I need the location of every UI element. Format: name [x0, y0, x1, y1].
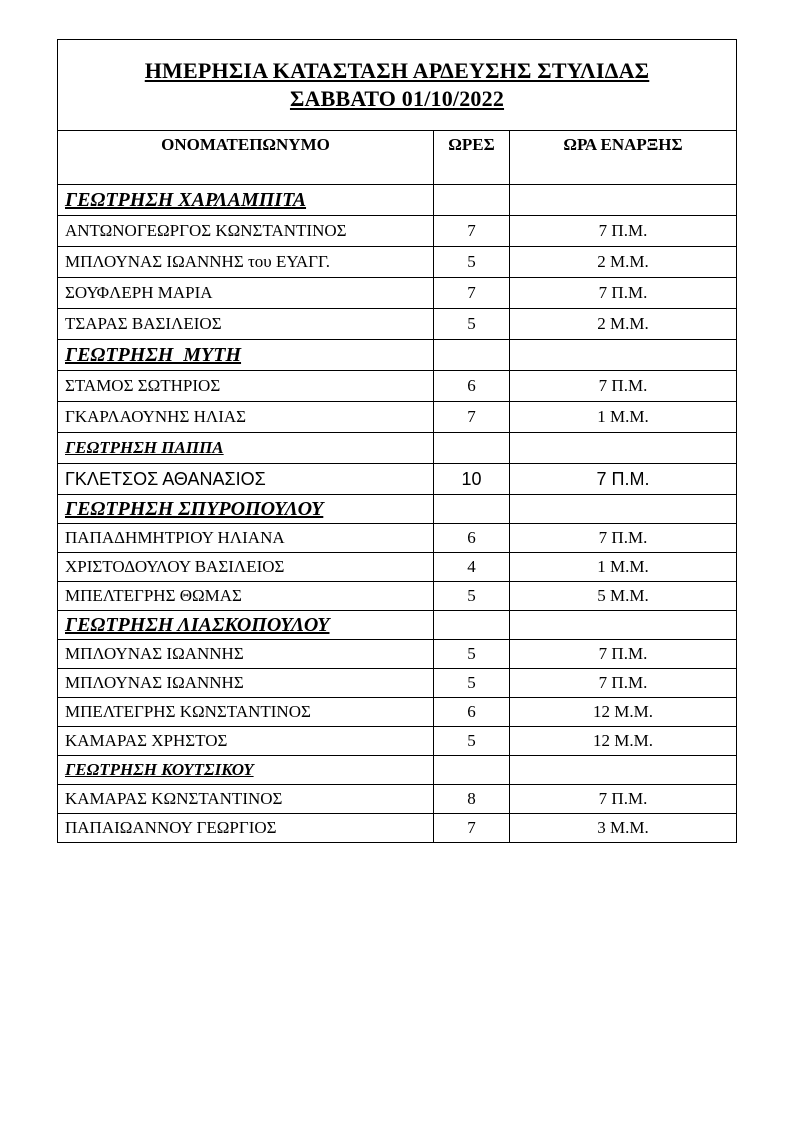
section-empty-cell	[510, 756, 737, 785]
person-name: ΜΠΕΛΤΕΓΡΗΣ ΚΩΝΣΤΑΝΤΙΝΟΣ	[58, 698, 434, 727]
start-time-cell: 1 Μ.Μ.	[510, 402, 737, 433]
section-name: ΓΕΩΤΡΗΣΗ ΧΑΡΛΑΜΠΙΤΑ	[58, 185, 434, 216]
start-time-cell: 1 Μ.Μ.	[510, 553, 737, 582]
section-row	[58, 433, 737, 464]
table-row	[58, 464, 737, 495]
section-row	[58, 756, 737, 785]
hours-cell: 5	[434, 309, 510, 340]
table-row	[58, 278, 737, 309]
person-name: ΚΑΜΑΡΑΣ ΧΡΗΣΤΟΣ	[58, 727, 434, 756]
start-time-cell: 5 Μ.Μ.	[510, 582, 737, 611]
header-hours: ΩΡΕΣ	[434, 131, 510, 185]
section-row	[58, 340, 737, 371]
table-row	[58, 669, 737, 698]
section-empty-cell	[510, 433, 737, 464]
section-empty-cell	[510, 185, 737, 216]
table-row	[58, 640, 737, 669]
start-time-cell: 12 Μ.Μ.	[510, 727, 737, 756]
table-row	[58, 371, 737, 402]
section-empty-cell	[434, 611, 510, 640]
hours-cell: 6	[434, 698, 510, 727]
person-name: ΑΝΤΩΝΟΓΕΩΡΓΟΣ ΚΩΝΣΤΑΝΤΙΝΟΣ	[58, 216, 434, 247]
section-row	[58, 185, 737, 216]
table-row	[58, 402, 737, 433]
table-row	[58, 814, 737, 843]
person-name: ΜΠΛΟΥΝΑΣ ΙΩΑΝΝΗΣ	[58, 640, 434, 669]
section-empty-cell	[434, 340, 510, 371]
person-name: ΠΑΠΑΔΗΜΗΤΡΙΟΥ ΗΛΙΑΝΑ	[58, 524, 434, 553]
table-row	[58, 553, 737, 582]
start-time-cell: 7 Π.Μ.	[510, 669, 737, 698]
section-name: ΓΕΩΤΡΗΣΗ ΚΟΥΤΣΙΚΟΥ	[58, 756, 434, 785]
irrigation-schedule-table	[57, 39, 737, 843]
table-row	[58, 247, 737, 278]
start-time-cell: 12 Μ.Μ.	[510, 698, 737, 727]
person-name: ΣΟΥΦΛΕΡΗ ΜΑΡΙΑ	[58, 278, 434, 309]
start-time-cell: 2 Μ.Μ.	[510, 309, 737, 340]
section-empty-cell	[434, 185, 510, 216]
person-name: ΓΚΛΕΤΣΟΣ ΑΘΑΝΑΣΙΟΣ	[58, 464, 434, 495]
start-time-cell: 7 Π.Μ.	[510, 278, 737, 309]
title-cell	[58, 40, 737, 131]
start-time-cell: 3 Μ.Μ.	[510, 814, 737, 843]
start-time-cell: 7 Π.Μ.	[510, 785, 737, 814]
hours-cell: 5	[434, 669, 510, 698]
section-name: ΓΕΩΤΡΗΣΗ ΣΠΥΡΟΠΟΥΛΟΥ	[58, 495, 434, 524]
person-name: ΠΑΠΑΙΩΑΝΝΟΥ ΓΕΩΡΓΙΟΣ	[58, 814, 434, 843]
person-name: ΜΠΕΛΤΕΓΡΗΣ ΘΩΜΑΣ	[58, 582, 434, 611]
hours-cell: 5	[434, 247, 510, 278]
section-empty-cell	[434, 756, 510, 785]
section-row	[58, 495, 737, 524]
table-row	[58, 785, 737, 814]
hours-cell: 7	[434, 814, 510, 843]
table-row	[58, 524, 737, 553]
hours-cell: 7	[434, 216, 510, 247]
section-empty-cell	[510, 340, 737, 371]
hours-cell: 10	[434, 464, 510, 495]
header-row	[58, 131, 737, 185]
section-name: ΓΕΩΤΡΗΣΗ ΜΥΤΗ	[58, 340, 434, 371]
hours-cell: 7	[434, 278, 510, 309]
page-title: ΗΜΕΡΗΣΙΑ ΚΑΤΑΣΤΑΣΗ ΑΡΔΕΥΣΗΣ ΣΤΥΛΙΔΑΣ	[144, 58, 650, 83]
section-name: ΓΕΩΤΡΗΣΗ ΠΑΠΠΑ	[58, 433, 434, 464]
person-name: ΜΠΛΟΥΝΑΣ ΙΩΑΝΝΗΣ	[58, 669, 434, 698]
table-row	[58, 698, 737, 727]
table-row	[58, 216, 737, 247]
table-row	[58, 727, 737, 756]
table-row	[58, 582, 737, 611]
header-start: ΩΡΑ ΕΝΑΡΞΗΣ	[510, 131, 737, 185]
person-name: ΜΠΛΟΥΝΑΣ ΙΩΑΝΝΗΣ του ΕΥΑΓΓ.	[58, 247, 434, 278]
person-name: ΚΑΜΑΡΑΣ ΚΩΝΣΤΑΝΤΙΝΟΣ	[58, 785, 434, 814]
section-empty-cell	[434, 433, 510, 464]
section-empty-cell	[510, 611, 737, 640]
section-name: ΓΕΩΤΡΗΣΗ ΛΙΑΣΚΟΠΟΥΛΟΥ	[58, 611, 434, 640]
section-empty-cell	[510, 495, 737, 524]
hours-cell: 5	[434, 727, 510, 756]
start-time-cell: 7 Π.Μ.	[510, 371, 737, 402]
hours-cell: 6	[434, 371, 510, 402]
section-empty-cell	[434, 495, 510, 524]
title-row	[58, 40, 737, 131]
person-name: ΤΣΑΡΑΣ ΒΑΣΙΛΕΙΟΣ	[58, 309, 434, 340]
start-time-cell: 7 Π.Μ.	[510, 524, 737, 553]
start-time-cell: 7 Π.Μ.	[510, 640, 737, 669]
person-name: ΓΚΑΡΛΑΟΥΝΗΣ ΗΛΙΑΣ	[58, 402, 434, 433]
person-name: ΣΤΑΜΟΣ ΣΩΤΗΡΙΟΣ	[58, 371, 434, 402]
header-name: ΟΝΟΜΑΤΕΠΩΝΥΜΟ	[58, 131, 434, 185]
section-row	[58, 611, 737, 640]
table-row	[58, 309, 737, 340]
hours-cell: 5	[434, 640, 510, 669]
hours-cell: 4	[434, 553, 510, 582]
start-time-cell: 7 Π.Μ.	[510, 216, 737, 247]
page-date: ΣΑΒΒΑΤΟ 01/10/2022	[289, 86, 505, 111]
hours-cell: 6	[434, 524, 510, 553]
hours-cell: 7	[434, 402, 510, 433]
start-time-cell: 2 Μ.Μ.	[510, 247, 737, 278]
start-time-cell: 7 Π.Μ.	[510, 464, 737, 495]
person-name: ΧΡΙΣΤΟΔΟΥΛΟΥ ΒΑΣΙΛΕΙΟΣ	[58, 553, 434, 582]
hours-cell: 5	[434, 582, 510, 611]
hours-cell: 8	[434, 785, 510, 814]
